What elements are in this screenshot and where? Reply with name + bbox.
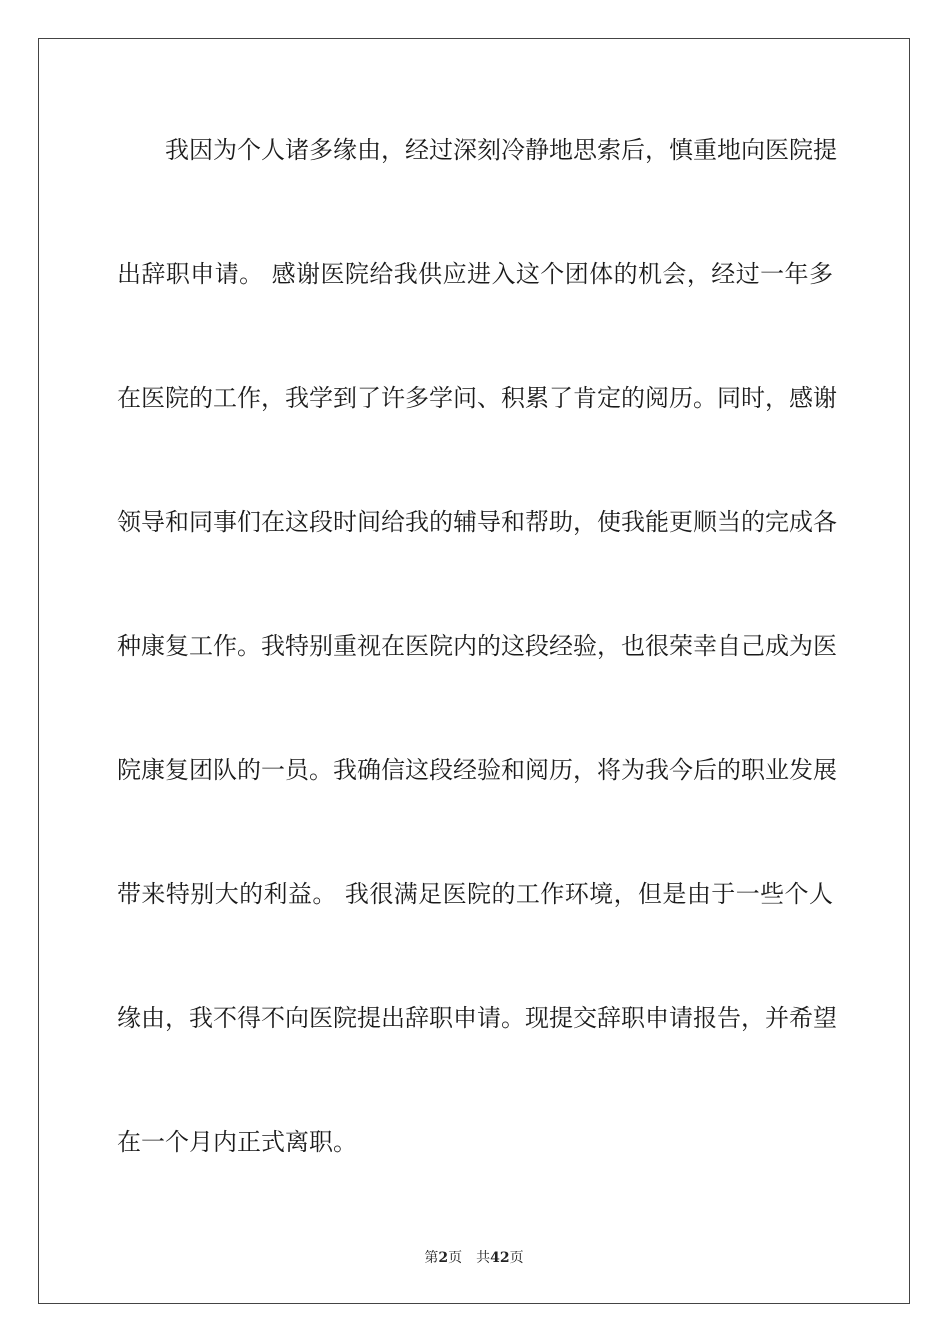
page-number: 2: [438, 1250, 449, 1266]
total-suffix: 页: [509, 1250, 524, 1266]
text-line-7: 带来特别大的利益。 我很满足医院的工作环境，但是由于一些个人: [117, 880, 833, 908]
total-prefix: 共: [476, 1250, 491, 1266]
text-line-1: 我因为个人诸多缘由，经过深刻冷静地思索后，慎重地向医院提: [165, 136, 837, 164]
text-line-8: 缘由，我不得不向医院提出辞职申请。现提交辞职申请报告，并希望: [117, 1004, 837, 1032]
text-line-6: 院康复团队的一员。我确信这段经验和阅历，将为我今后的职业发展: [117, 756, 837, 784]
page-footer: [39, 1247, 909, 1267]
total-pages: 42: [490, 1250, 510, 1266]
page-prefix: 第: [424, 1250, 439, 1266]
text-line-3: 在医院的工作，我学到了许多学问、积累了肯定的阅历。同时，感谢: [117, 384, 837, 412]
body-text: [117, 135, 837, 1251]
document-page: [38, 38, 910, 1304]
page-suffix: 页: [448, 1250, 463, 1266]
text-line-5: 种康复工作。我特别重视在医院内的这段经验，也很荣幸自己成为医: [117, 632, 837, 660]
text-line-2: 出辞职申请。 感谢医院给我供应进入这个团体的机会，经过一年多: [117, 260, 833, 288]
text-line-4: 领导和同事们在这段时间给我的辅导和帮助，使我能更顺当的完成各: [117, 508, 837, 536]
text-line-9: 在一个月内正式离职。: [117, 1128, 357, 1156]
